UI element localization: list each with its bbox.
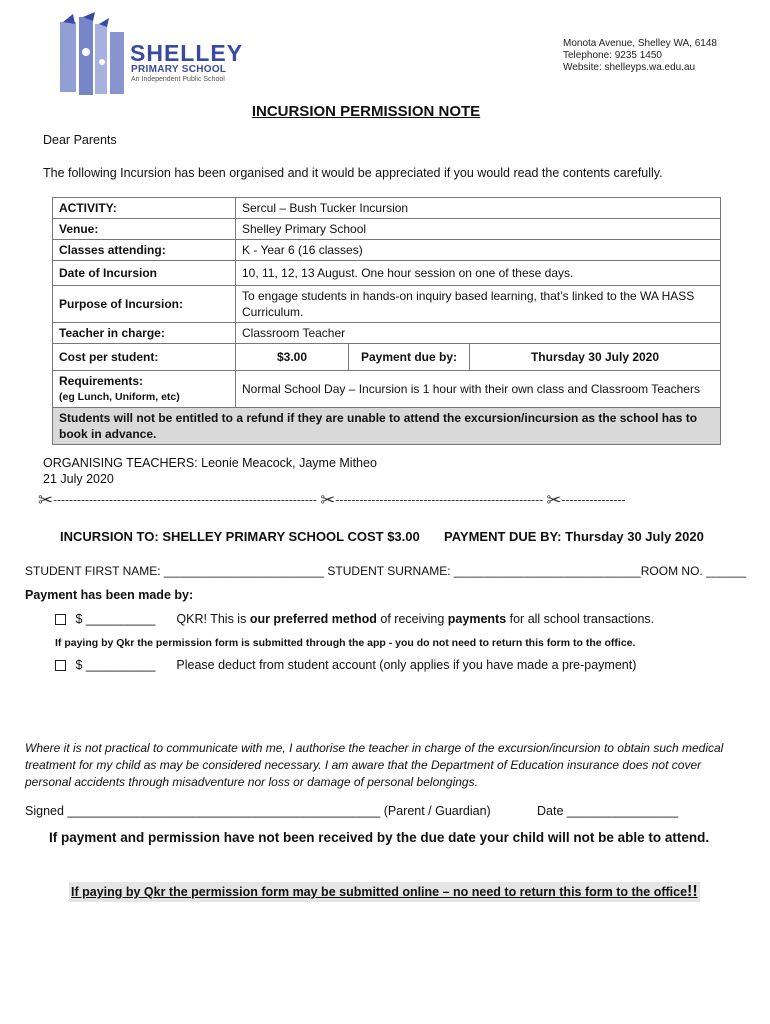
- school-address: [563, 38, 717, 74]
- account-amount[interactable]: $ __________: [75, 658, 156, 672]
- scissors-icon: ✂: [38, 490, 54, 510]
- table-row: [53, 371, 721, 408]
- online-note-exclaim: !!: [687, 883, 698, 900]
- date-label: Date of Incursion: [53, 261, 236, 286]
- table-row: [53, 219, 721, 240]
- account-checkbox[interactable]: [55, 660, 66, 671]
- venue-value: Shelley Primary School: [236, 219, 721, 240]
- cut-line: [38, 490, 738, 512]
- requirements-title: Requirements:: [59, 374, 144, 388]
- student-details-line[interactable]: STUDENT FIRST NAME: ________________________ STUDENT SURNAME: ____________________________ROOM NO. ______: [25, 564, 747, 578]
- classes-value: K - Year 6 (16 classes): [236, 240, 721, 261]
- qkr-text: of receiving: [376, 612, 448, 626]
- logo-tagline: An Independent Public School: [131, 76, 225, 83]
- table-row: [53, 344, 721, 371]
- purpose-label: Purpose of Incursion:: [53, 286, 236, 323]
- greeting: Dear Parents: [43, 133, 117, 147]
- incursion-details-table: [52, 197, 721, 445]
- slip-heading-left: INCURSION TO: SHELLEY PRIMARY SCHOOL COST $3.00: [60, 529, 420, 544]
- payment-due-label: Payment due by:: [349, 344, 470, 371]
- authorisation-text: Where it is not practical to communicate with me, I authorise the teacher in charge of the excursion/incursion to obtain such medical treatment for my child as may be considered necessary. I am aware that the Department of Education insurance does not cover personal accidents through misadventure nor loss or damage of personal belongings.: [25, 741, 724, 789]
- qkr-text-bold: payments: [447, 612, 507, 626]
- intro-text: The following Incursion has been organised and it would be appreciated if you would read the contents carefully.: [43, 166, 663, 180]
- page-title: INCURSION PERMISSION NOTE: [251, 103, 481, 120]
- cost-label: Cost per student:: [53, 344, 236, 371]
- logo-name: SHELLEY: [130, 40, 244, 66]
- organising-date: 21 July 2020: [43, 472, 114, 486]
- cut-dashes: ----------------: [561, 492, 626, 507]
- cut-dashes: ------------------------------------------------------------------: [53, 492, 317, 507]
- classes-label: Classes attending:: [53, 240, 236, 261]
- slip-heading-right: PAYMENT DUE BY: Thursday 30 July 2020: [444, 529, 704, 544]
- teacher-value: Classroom Teacher: [236, 323, 721, 344]
- purpose-value: To engage students in hands-on inquiry based learning, that’s linked to the WA HASS Curriculum.: [236, 286, 721, 323]
- qkr-checkbox[interactable]: [55, 614, 66, 625]
- venue-label: Venue:: [53, 219, 236, 240]
- requirements-value: Normal School Day – Incursion is 1 hour with their own class and Classroom Teachers: [236, 371, 721, 408]
- date-value: 10, 11, 12, 13 August. One hour session on one of these days.: [236, 261, 721, 286]
- qkr-note: If paying by Qkr the permission form is submitted through the app - you do not need to return this form to the office.: [55, 637, 636, 649]
- payment-option-qkr: [55, 612, 654, 626]
- address-line: Monota Avenue, Shelley WA, 6148: [563, 38, 717, 49]
- activity-value: Sercul – Bush Tucker Incursion: [236, 198, 721, 219]
- attendance-warning: If payment and permission have not been received by the due date your child will not be able to attend.: [49, 830, 710, 845]
- qkr-text: for all school transactions.: [506, 612, 655, 626]
- table-row: [53, 323, 721, 344]
- website-line: Website: shelleyps.wa.edu.au: [563, 62, 696, 73]
- scissors-icon: ✂: [546, 490, 562, 510]
- payment-option-account: [55, 658, 636, 672]
- teacher-label: Teacher in charge:: [53, 323, 236, 344]
- scissors-icon: ✂: [320, 490, 336, 510]
- telephone-line: Telephone: 9235 1450: [563, 50, 662, 61]
- table-row: [53, 240, 721, 261]
- online-submission-note: [69, 882, 700, 902]
- table-row: [53, 198, 721, 219]
- online-note-text: If paying by Qkr the permission form may be submitted online – no need to return this form to the office: [71, 885, 688, 899]
- table-row: [53, 261, 721, 286]
- cut-dashes: ----------------------------------------------------: [335, 492, 544, 507]
- payment-due-value: Thursday 30 July 2020: [470, 344, 721, 371]
- signature-line[interactable]: Signed _____________________________________________ (Parent / Guardian): [25, 804, 491, 818]
- logo-subtitle: PRIMARY SCHOOL: [131, 64, 227, 75]
- requirements-sub: (eg Lunch, Uniform, etc): [59, 391, 180, 403]
- refund-note: Students will not be entitled to a refund if they are unable to attend the excursion/incursion as the school has to book in advance.: [53, 408, 721, 445]
- date-line[interactable]: Date ________________: [537, 804, 679, 818]
- table-row: [53, 286, 721, 323]
- table-row: [53, 408, 721, 445]
- organising-teachers: ORGANISING TEACHERS: Leonie Meacock, Jayme Mitheo: [43, 456, 377, 470]
- requirements-label: [53, 371, 236, 408]
- qkr-text-bold: our preferred method: [249, 612, 377, 626]
- qkr-amount[interactable]: $ __________: [75, 612, 156, 626]
- cost-value: $3.00: [236, 344, 349, 371]
- activity-label: ACTIVITY:: [53, 198, 236, 219]
- qkr-text: QKR! This is: [176, 612, 250, 626]
- account-text: Please deduct from student account (only applies if you have made a pre-payment): [176, 658, 637, 672]
- payment-made-by: Payment has been made by:: [25, 588, 194, 602]
